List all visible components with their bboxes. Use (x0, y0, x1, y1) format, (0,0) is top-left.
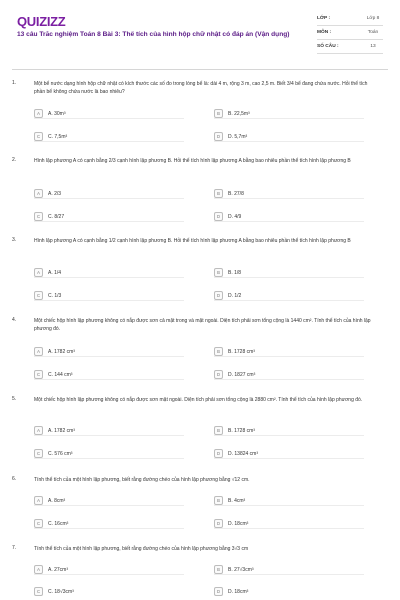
meta-row-count (317, 40, 383, 54)
option-letter: B (214, 347, 223, 356)
option-text: D. 1/2 (228, 292, 242, 299)
question-text: Tính thể tích của một hình lập phương, biết rằng đường chéo của hình lập phương bằng 3√3 cm (34, 546, 249, 552)
option-d[interactable] (214, 369, 255, 380)
option-d[interactable] (214, 518, 248, 529)
option-d[interactable] (214, 448, 258, 459)
option-text: A. 30m³ (48, 110, 66, 117)
question-text: Một chiếc hộp hình lập phương không có nắp được sơn mặt ngoài. Diện tích phải sơn tổng cộng là 2880 cm². Tính thể tích của hình lập phương đó. (34, 397, 363, 403)
question-number: 3. (12, 237, 17, 243)
option-text: C. 7,5m³ (48, 133, 68, 140)
option-text: B. 27√3cm³ (228, 566, 254, 573)
option-letter: C (34, 370, 43, 379)
option-text: D. 13824 cm³ (228, 450, 259, 457)
question-number: 7. (12, 545, 17, 551)
option-text: B. 27/8 (228, 190, 244, 197)
option-letter: C (34, 291, 43, 300)
worksheet-title: 13 câu Trắc nghiệm Toán 8 Bài 3: Thể tích của hình hộp chữ nhật có đáp án (Vận dụng) (17, 31, 290, 38)
option-text: B. 1728 cm³ (228, 427, 255, 434)
option-letter: C (34, 587, 43, 596)
question-text: Một bể nước dạng hình hộp chữ nhật có kích thước các số đo trong lòng bể là: dài 4 m, rộng 3 m, cao 2,5 m. Biết 3/4 bể đang chứa nước. Hỏi thể tích phần bể không chứa nước là bao nhiêu? (34, 81, 368, 95)
option-text: B. 1728 cm³ (228, 348, 255, 355)
meta-label: LỚP : (317, 16, 331, 21)
option-c[interactable] (34, 586, 74, 597)
option-a[interactable] (34, 108, 66, 119)
option-a[interactable] (34, 267, 61, 278)
header-divider (12, 69, 388, 70)
option-text: A. 1782 cm³ (48, 348, 75, 355)
option-d[interactable] (214, 211, 241, 222)
option-letter: D (214, 519, 223, 528)
option-text: C. 1/3 (48, 292, 62, 299)
option-c[interactable] (34, 290, 61, 301)
option-letter: A (34, 496, 43, 505)
option-letter: A (34, 109, 43, 118)
option-d[interactable] (214, 131, 247, 142)
option-text: A. 2/3 (48, 190, 62, 197)
option-text: D. 1827 cm³ (228, 371, 256, 378)
option-d[interactable] (214, 586, 248, 597)
option-text: A. 27cm³ (48, 566, 69, 573)
option-text: D. 18cm³ (228, 520, 249, 527)
option-text: A. 1/4 (48, 269, 62, 276)
option-c[interactable] (34, 369, 72, 380)
option-letter: D (214, 370, 223, 379)
option-b[interactable] (214, 267, 241, 278)
option-c[interactable] (34, 211, 64, 222)
question-number: 4. (12, 317, 17, 323)
option-letter: D (214, 132, 223, 141)
option-letter: C (34, 212, 43, 221)
option-letter: D (214, 291, 223, 300)
option-letter: A (34, 347, 43, 356)
option-a[interactable] (34, 495, 65, 506)
option-text: C. 16cm³ (48, 520, 69, 527)
option-text: B. 1/8 (228, 269, 242, 276)
question-text: Tính thể tích của một hình lập phương, biết rằng đường chéo của hình lập phương bằng √12 cm. (34, 477, 250, 483)
option-letter: D (214, 212, 223, 221)
option-c[interactable] (34, 448, 72, 459)
option-letter: B (214, 109, 223, 118)
option-b[interactable] (214, 425, 255, 436)
option-text: C. 144 cm³ (48, 371, 73, 378)
quizizz-logo: QUIZIZZ (17, 14, 66, 29)
option-a[interactable] (34, 346, 75, 357)
option-letter: C (34, 132, 43, 141)
option-text: B. 22,5m³ (228, 110, 250, 117)
option-text: D. 5,7m³ (228, 133, 248, 140)
question-number: 6. (12, 476, 17, 482)
option-a[interactable] (34, 425, 75, 436)
option-text: A. 1782 cm³ (48, 427, 75, 434)
option-a[interactable] (34, 188, 61, 199)
option-letter: B (214, 189, 223, 198)
option-letter: C (34, 449, 43, 458)
option-text: D. 18cm³ (228, 588, 249, 595)
option-letter: A (34, 189, 43, 198)
option-letter: B (214, 426, 223, 435)
option-d[interactable] (214, 290, 241, 301)
option-text: A. 8cm³ (48, 497, 66, 504)
option-a[interactable] (34, 564, 68, 575)
meta-label: SỐ CÂU : (317, 44, 339, 49)
option-b[interactable] (214, 346, 255, 357)
meta-label: MÔN : (317, 30, 332, 35)
meta-row-grade (317, 12, 383, 26)
option-letter: C (34, 519, 43, 528)
option-c[interactable] (34, 518, 68, 529)
option-c[interactable] (34, 131, 67, 142)
option-letter: B (214, 268, 223, 277)
meta-value: Lớp 8 (366, 16, 380, 21)
meta-value: Toán (367, 30, 379, 35)
question-text: Hình lập phương A có cạnh bằng 1/2 cạnh hình lập phương B. Hỏi thể tích hình lập phương A bằng bao nhiêu phần thể tích hình lập phương B (34, 238, 351, 244)
option-letter: D (214, 587, 223, 596)
option-b[interactable] (214, 108, 250, 119)
option-letter: B (214, 496, 223, 505)
meta-row-subject (317, 26, 383, 40)
question-text: Một chiếc hộp hình lập phương không có nắp được sơn cả mặt trong và mặt ngoài. Diện tích phải sơn tổng cộng là 1440 cm². Tính thể tích của hình lập phương đó. (34, 318, 371, 332)
option-letter: A (34, 268, 43, 277)
page-header (0, 0, 400, 62)
option-text: B. 4cm³ (228, 497, 246, 504)
question-text: Hình lập phương A có cạnh bằng 2/3 cạnh hình lập phương B. Hỏi thể tích hình lập phương A bằng bao nhiêu phần thể tích hình lập phương B (34, 158, 351, 164)
option-letter: D (214, 449, 223, 458)
question-number: 5. (12, 396, 17, 402)
option-letter: B (214, 565, 223, 574)
option-text: C. 18√3cm³ (48, 588, 74, 595)
option-b[interactable] (214, 495, 245, 506)
question-number: 2. (12, 157, 17, 163)
option-text: C. 8/27 (48, 213, 65, 220)
option-letter: A (34, 426, 43, 435)
question-number: 1. (12, 80, 17, 86)
option-text: D. 4/9 (228, 213, 242, 220)
option-b[interactable] (214, 188, 244, 199)
option-b[interactable] (214, 564, 254, 575)
meta-value: 13 (370, 44, 376, 49)
meta-box (317, 12, 383, 54)
option-text: C. 576 cm³ (48, 450, 73, 457)
option-letter: A (34, 565, 43, 574)
